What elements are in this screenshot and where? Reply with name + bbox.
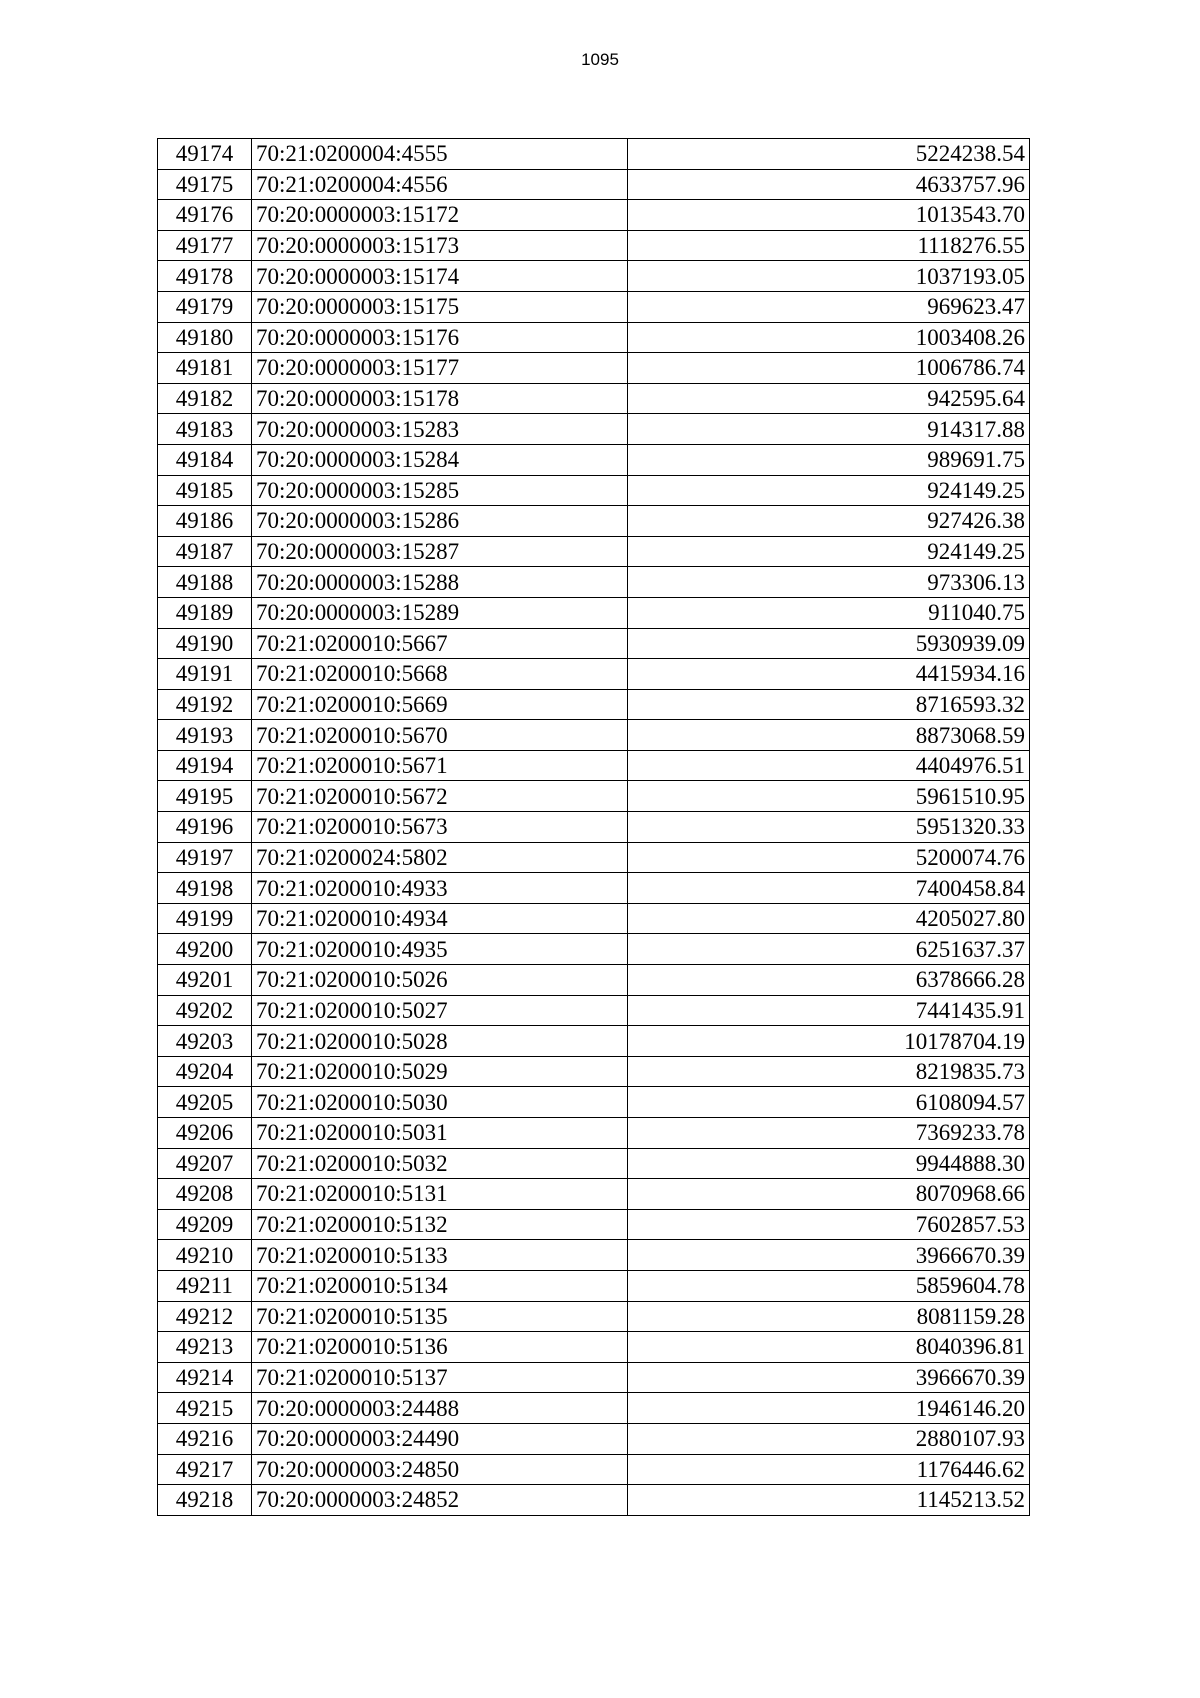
row-number-cell: 49197	[158, 842, 252, 873]
cadastral-number-cell: 70:20:0000003:15283	[252, 414, 628, 445]
cadastral-value-cell: 924149.25	[628, 536, 1030, 567]
table-row	[158, 903, 1030, 934]
table-row	[158, 1209, 1030, 1240]
page-number: 1095	[581, 50, 619, 69]
table-row	[158, 475, 1030, 506]
table-row	[158, 536, 1030, 567]
cadastral-number-cell: 70:20:0000003:15286	[252, 506, 628, 537]
cadastral-value-cell: 6108094.57	[628, 1087, 1030, 1118]
cadastral-number-cell: 70:21:0200004:4556	[252, 169, 628, 200]
table-row	[158, 689, 1030, 720]
row-number-cell: 49214	[158, 1362, 252, 1393]
table-row	[158, 444, 1030, 475]
cadastral-number-cell: 70:20:0000003:15287	[252, 536, 628, 567]
cadastral-value-cell: 10178704.19	[628, 1026, 1030, 1057]
cadastral-number-cell: 70:20:0000003:15177	[252, 353, 628, 384]
row-number-cell: 49207	[158, 1148, 252, 1179]
cadastral-value-cell: 2880107.93	[628, 1423, 1030, 1454]
cadastral-value-cell: 8716593.32	[628, 689, 1030, 720]
table-row	[158, 1423, 1030, 1454]
row-number-cell: 49183	[158, 414, 252, 445]
row-number-cell: 49189	[158, 597, 252, 628]
table-row	[158, 383, 1030, 414]
cadastral-number-cell: 70:21:0200010:5133	[252, 1240, 628, 1271]
cadastral-value-cell: 924149.25	[628, 475, 1030, 506]
cadastral-value-cell: 7441435.91	[628, 995, 1030, 1026]
cadastral-value-cell: 927426.38	[628, 506, 1030, 537]
table-row	[158, 873, 1030, 904]
row-number-cell: 49212	[158, 1301, 252, 1332]
cadastral-value-cell: 7602857.53	[628, 1209, 1030, 1240]
cadastral-value-cell: 1003408.26	[628, 322, 1030, 353]
table-row	[158, 597, 1030, 628]
table-row	[158, 842, 1030, 873]
cadastral-value-cell: 1013543.70	[628, 200, 1030, 231]
row-number-cell: 49191	[158, 659, 252, 690]
cadastral-number-cell: 70:21:0200010:5671	[252, 750, 628, 781]
row-number-cell: 49188	[158, 567, 252, 598]
table-row	[158, 1179, 1030, 1210]
table-row	[158, 139, 1030, 170]
row-number-cell: 49203	[158, 1026, 252, 1057]
cadastral-number-cell: 70:21:0200010:5668	[252, 659, 628, 690]
cadastral-value-cell: 9944888.30	[628, 1148, 1030, 1179]
cadastral-number-cell: 70:20:0000003:24488	[252, 1393, 628, 1424]
table-row	[158, 995, 1030, 1026]
row-number-cell: 49210	[158, 1240, 252, 1271]
cadastral-number-cell: 70:21:0200024:5802	[252, 842, 628, 873]
cadastral-value-cell: 8219835.73	[628, 1056, 1030, 1087]
row-number-cell: 49206	[158, 1118, 252, 1149]
cadastral-number-cell: 70:20:0000003:15174	[252, 261, 628, 292]
table-row	[158, 1056, 1030, 1087]
row-number-cell: 49200	[158, 934, 252, 965]
cadastral-number-cell: 70:20:0000003:15284	[252, 444, 628, 475]
cadastral-value-cell: 914317.88	[628, 414, 1030, 445]
cadastral-number-cell: 70:21:0200010:5027	[252, 995, 628, 1026]
cadastral-number-cell: 70:21:0200010:5032	[252, 1148, 628, 1179]
table-row	[158, 1393, 1030, 1424]
row-number-cell: 49192	[158, 689, 252, 720]
cadastral-value-cell: 1118276.55	[628, 230, 1030, 261]
row-number-cell: 49174	[158, 139, 252, 170]
row-number-cell: 49187	[158, 536, 252, 567]
cadastral-number-cell: 70:21:0200010:5672	[252, 781, 628, 812]
cadastral-number-cell: 70:21:0200010:5137	[252, 1362, 628, 1393]
cadastral-value-cell: 4415934.16	[628, 659, 1030, 690]
table-row	[158, 720, 1030, 751]
row-number-cell: 49199	[158, 903, 252, 934]
table-row	[158, 261, 1030, 292]
cadastral-value-cell: 3966670.39	[628, 1362, 1030, 1393]
row-number-cell: 49208	[158, 1179, 252, 1210]
cadastral-value-cell: 1037193.05	[628, 261, 1030, 292]
cadastral-value-cell: 8873068.59	[628, 720, 1030, 751]
row-number-cell: 49176	[158, 200, 252, 231]
cadastral-value-cell: 1145213.52	[628, 1485, 1030, 1516]
cadastral-number-cell: 70:21:0200010:5670	[252, 720, 628, 751]
row-number-cell: 49202	[158, 995, 252, 1026]
cadastral-number-cell: 70:21:0200010:4934	[252, 903, 628, 934]
cadastral-value-cell: 4205027.80	[628, 903, 1030, 934]
cadastral-value-cell: 5859604.78	[628, 1270, 1030, 1301]
cadastral-number-cell: 70:20:0000003:15285	[252, 475, 628, 506]
table-body	[158, 139, 1030, 1516]
row-number-cell: 49196	[158, 812, 252, 843]
row-number-cell: 49211	[158, 1270, 252, 1301]
row-number-cell: 49216	[158, 1423, 252, 1454]
row-number-cell: 49177	[158, 230, 252, 261]
table-row	[158, 1240, 1030, 1271]
table-row	[158, 1026, 1030, 1057]
cadastral-value-cell: 3966670.39	[628, 1240, 1030, 1271]
row-number-cell: 49218	[158, 1485, 252, 1516]
row-number-cell: 49179	[158, 291, 252, 322]
table-row	[158, 781, 1030, 812]
row-number-cell: 49217	[158, 1454, 252, 1485]
cadastral-number-cell: 70:20:0000003:24850	[252, 1454, 628, 1485]
row-number-cell: 49201	[158, 965, 252, 996]
cadastral-number-cell: 70:21:0200010:5135	[252, 1301, 628, 1332]
cadastral-number-cell: 70:20:0000003:15172	[252, 200, 628, 231]
table-row	[158, 506, 1030, 537]
cadastral-number-cell: 70:21:0200010:5669	[252, 689, 628, 720]
row-number-cell: 49175	[158, 169, 252, 200]
table-row	[158, 1087, 1030, 1118]
row-number-cell: 49198	[158, 873, 252, 904]
row-number-cell: 49180	[158, 322, 252, 353]
cadastral-number-cell: 70:21:0200010:5667	[252, 628, 628, 659]
row-number-cell: 49213	[158, 1332, 252, 1363]
row-number-cell: 49186	[158, 506, 252, 537]
table-row	[158, 1118, 1030, 1149]
table-row	[158, 1148, 1030, 1179]
table-row	[158, 659, 1030, 690]
cadastral-number-cell: 70:21:0200010:5673	[252, 812, 628, 843]
row-number-cell: 49190	[158, 628, 252, 659]
table-row	[158, 291, 1030, 322]
cadastral-value-cell: 6378666.28	[628, 965, 1030, 996]
cadastral-value-cell: 8081159.28	[628, 1301, 1030, 1332]
cadastral-value-cell: 8070968.66	[628, 1179, 1030, 1210]
row-number-cell: 49184	[158, 444, 252, 475]
table-row	[158, 750, 1030, 781]
cadastral-value-cell: 6251637.37	[628, 934, 1030, 965]
row-number-cell: 49194	[158, 750, 252, 781]
cadastral-number-cell: 70:21:0200010:5030	[252, 1087, 628, 1118]
table-row	[158, 1485, 1030, 1516]
row-number-cell: 49195	[158, 781, 252, 812]
table-row	[158, 812, 1030, 843]
row-number-cell: 49181	[158, 353, 252, 384]
table-row	[158, 322, 1030, 353]
table-row	[158, 230, 1030, 261]
cadastral-number-cell: 70:20:0000003:15176	[252, 322, 628, 353]
cadastral-value-cell: 7369233.78	[628, 1118, 1030, 1149]
cadastral-number-cell: 70:21:0200010:5031	[252, 1118, 628, 1149]
table-row	[158, 169, 1030, 200]
cadastral-value-cell: 4633757.96	[628, 169, 1030, 200]
cadastral-number-cell: 70:20:0000003:24490	[252, 1423, 628, 1454]
cadastral-value-cell: 4404976.51	[628, 750, 1030, 781]
table-row	[158, 965, 1030, 996]
cadastral-number-cell: 70:20:0000003:15289	[252, 597, 628, 628]
cadastral-value-cell: 5224238.54	[628, 139, 1030, 170]
table-row	[158, 567, 1030, 598]
cadastral-value-cell: 5930939.09	[628, 628, 1030, 659]
cadastral-value-cell: 5200074.76	[628, 842, 1030, 873]
row-number-cell: 49204	[158, 1056, 252, 1087]
cadastral-value-cell: 5951320.33	[628, 812, 1030, 843]
cadastral-value-cell: 942595.64	[628, 383, 1030, 414]
cadastral-value-cell: 969623.47	[628, 291, 1030, 322]
table-row	[158, 353, 1030, 384]
cadastral-number-cell: 70:21:0200010:4935	[252, 934, 628, 965]
row-number-cell: 49193	[158, 720, 252, 751]
cadastral-number-cell: 70:20:0000003:15175	[252, 291, 628, 322]
cadastral-number-cell: 70:20:0000003:15178	[252, 383, 628, 414]
table-row	[158, 414, 1030, 445]
cadastral-number-cell: 70:21:0200004:4555	[252, 139, 628, 170]
cadastral-number-cell: 70:21:0200010:5029	[252, 1056, 628, 1087]
cadastral-number-cell: 70:21:0200010:5026	[252, 965, 628, 996]
cadastral-number-cell: 70:21:0200010:5136	[252, 1332, 628, 1363]
table-row	[158, 1454, 1030, 1485]
table-row	[158, 934, 1030, 965]
cadastral-value-table	[157, 138, 1030, 1516]
cadastral-number-cell: 70:20:0000003:15288	[252, 567, 628, 598]
cadastral-value-cell: 989691.75	[628, 444, 1030, 475]
table-row	[158, 1301, 1030, 1332]
cadastral-value-cell: 911040.75	[628, 597, 1030, 628]
cadastral-value-cell: 5961510.95	[628, 781, 1030, 812]
cadastral-number-cell: 70:21:0200010:5134	[252, 1270, 628, 1301]
table-row	[158, 1270, 1030, 1301]
table-row	[158, 1332, 1030, 1363]
row-number-cell: 49209	[158, 1209, 252, 1240]
cadastral-value-cell: 1006786.74	[628, 353, 1030, 384]
row-number-cell: 49215	[158, 1393, 252, 1424]
cadastral-number-cell: 70:20:0000003:24852	[252, 1485, 628, 1516]
cadastral-number-cell: 70:21:0200010:5028	[252, 1026, 628, 1057]
cadastral-number-cell: 70:21:0200010:5131	[252, 1179, 628, 1210]
table-row	[158, 200, 1030, 231]
cadastral-number-cell: 70:20:0000003:15173	[252, 230, 628, 261]
cadastral-value-cell: 1946146.20	[628, 1393, 1030, 1424]
row-number-cell: 49182	[158, 383, 252, 414]
row-number-cell: 49205	[158, 1087, 252, 1118]
table-row	[158, 628, 1030, 659]
cadastral-number-cell: 70:21:0200010:5132	[252, 1209, 628, 1240]
row-number-cell: 49178	[158, 261, 252, 292]
row-number-cell: 49185	[158, 475, 252, 506]
cadastral-value-cell: 1176446.62	[628, 1454, 1030, 1485]
cadastral-number-cell: 70:21:0200010:4933	[252, 873, 628, 904]
cadastral-value-cell: 973306.13	[628, 567, 1030, 598]
cadastral-value-cell: 8040396.81	[628, 1332, 1030, 1363]
cadastral-value-cell: 7400458.84	[628, 873, 1030, 904]
table-row	[158, 1362, 1030, 1393]
